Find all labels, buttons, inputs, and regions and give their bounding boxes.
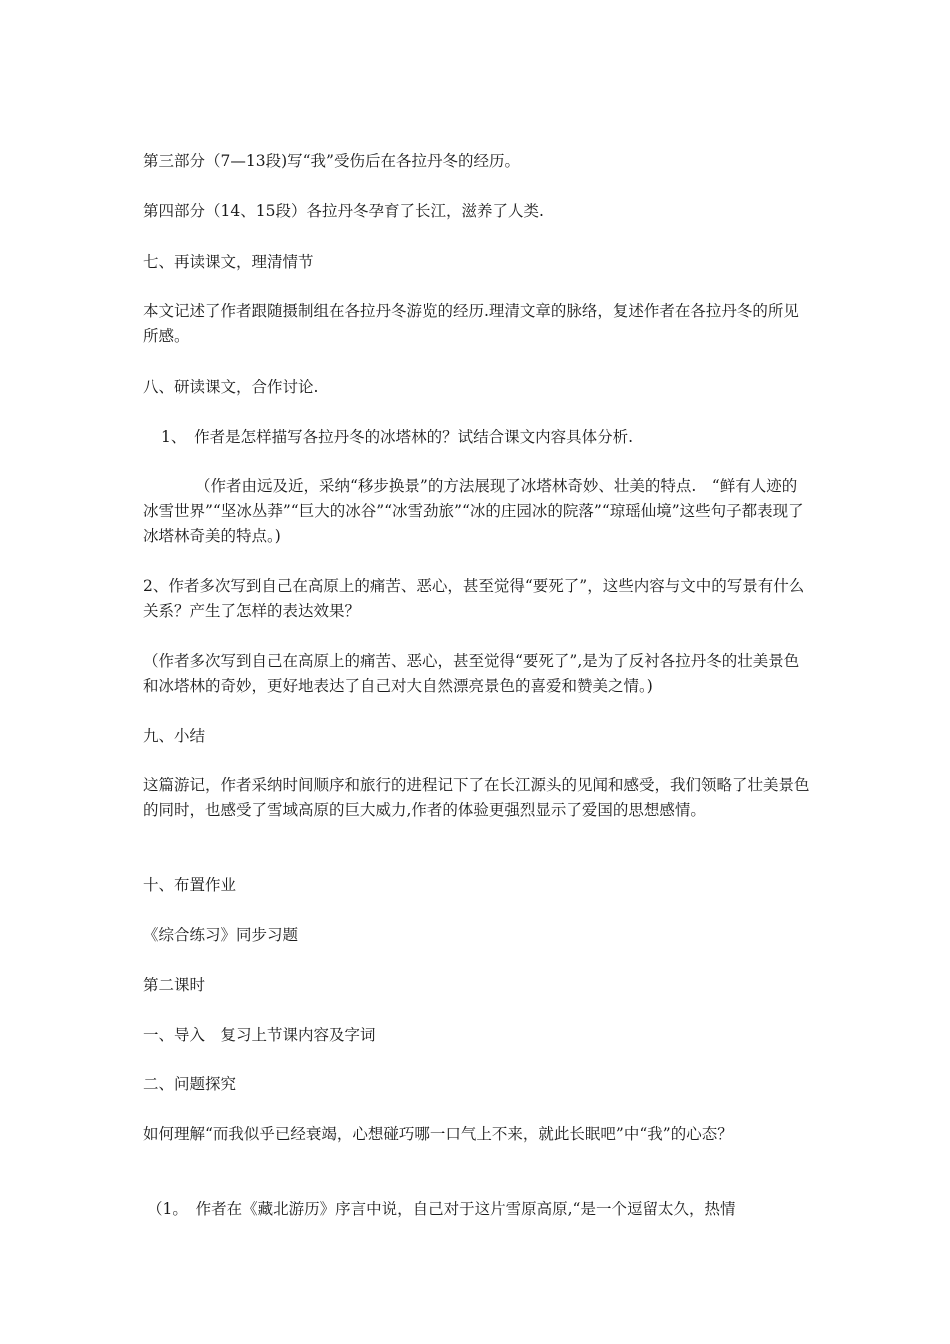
heading-second-lesson: 第二课时 [143, 976, 206, 994]
paragraph-summary-journey: 本文记述了作者跟随摄制组在各拉丹冬游览的经历.理清文章的脉络，复述作者在各拉丹冬的所见所感。 [143, 302, 799, 345]
answer-two: （作者多次写到自己在高原上的痛苦、恶心，甚至觉得“要死了”,是为了反衬各拉丹冬的壮美景色和冰塔林的奇妙，更好地表达了自己对大自然漂亮景色的喜爱和赞美之情。) [143, 652, 800, 695]
answer-one: （作者由远及近，采纳“移步换景”的方法展现了冰塔林奇妙、壮美的特点. “鲜有人迹的冰雪世界”“坚冰丛莽”“巨大的冰谷”“冰雪劲旅”“冰的庄园冰的院落”“琼瑶仙境”这些句子都表现了冰塔林奇美的特点。) [143, 477, 804, 545]
heading-section-ten: 十、布置作业 [143, 876, 237, 894]
paragraph-part-four: 第四部分（14、15段）各拉丹冬孕育了长江，滋养了人类. [143, 202, 544, 220]
answer-inquiry-partial: （1。 作者在《藏北游历》序言中说，自己对于这片雪原高原,“是一个逗留太久，热情 [147, 1200, 736, 1218]
paragraph-part-three: 第三部分（7—13段)写“我”受伤后在各拉丹冬的经历。 [143, 152, 520, 170]
paragraph-homework: 《综合练习》同步习题 [143, 926, 299, 944]
heading-section-nine: 九、小结 [143, 727, 206, 745]
paragraph-conclusion: 这篇游记，作者采纳时间顺序和旅行的进程记下了在长江源头的见闻和感受，我们领略了壮美景色的同时，也感受了雪域高原的巨大威力,作者的体验更强烈显示了爱国的思想感情。 [143, 776, 810, 819]
heading-section-eight: 八、研读课文，合作讨论. [143, 378, 319, 396]
heading-introduction: 一、导入 复习上节课内容及字词 [143, 1026, 376, 1044]
heading-section-seven: 七、再读课文，理清情节 [143, 253, 314, 271]
question-two: 2、作者多次写到自己在高原上的痛苦、恶心，甚至觉得“要死了”，这些内容与文中的写景有什么关系？产生了怎样的表达效果？ [143, 577, 805, 620]
question-inquiry: 如何理解“而我似乎已经衰竭，心想碰巧哪一口气上不来，就此长眠吧”中“我”的心态？ [143, 1125, 733, 1143]
question-one: 1、 作者是怎样描写各拉丹冬的冰塔林的？试结合课文内容具体分析. [161, 428, 634, 446]
heading-inquiry: 二、问题探究 [143, 1075, 237, 1093]
